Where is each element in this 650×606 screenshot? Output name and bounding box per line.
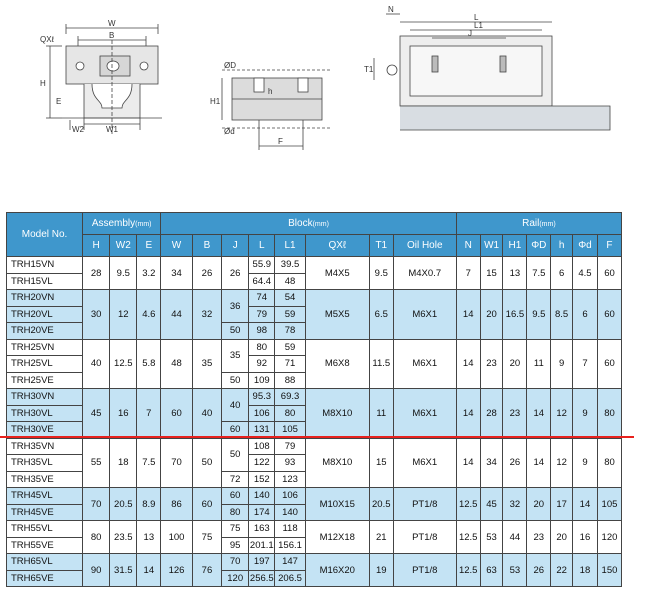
assembly-h-cell: 40 (83, 339, 110, 389)
block-l-cell: 64.4 (249, 273, 275, 290)
block-j-cell: 36 (222, 290, 249, 323)
assembly-h-cell: 55 (83, 438, 110, 488)
block-t1-cell: 6.5 (369, 290, 393, 340)
block-t1-cell: 9.5 (369, 257, 393, 290)
block-t1-cell: 15 (369, 438, 393, 488)
side-view-drawing (374, 14, 610, 130)
table-row (7, 438, 622, 455)
block-w-cell: 34 (161, 257, 193, 290)
assembly-e-cell: 4.6 (137, 290, 161, 340)
col-rail-f: F (597, 235, 621, 257)
block-j-cell: 50 (222, 372, 249, 389)
model-cell: TRH20VE (7, 323, 83, 340)
block-b-cell: 32 (192, 290, 221, 340)
model-cell: TRH15VN (7, 257, 83, 274)
block-b-cell: 76 (192, 554, 221, 587)
block-l-cell: 163 (249, 521, 275, 538)
block-l-cell: 79 (249, 306, 275, 323)
block-l-cell: 122 (249, 455, 275, 472)
rail-od-cell: 7.5 (527, 257, 551, 290)
label-od-large: ØD (224, 61, 236, 70)
col-e: E (137, 235, 161, 257)
assembly-e-cell: 8.9 (137, 488, 161, 521)
model-cell: TRH45VE (7, 504, 83, 521)
label-j: J (468, 29, 472, 38)
table-row (7, 554, 622, 571)
table-row (7, 339, 622, 356)
rail-f-cell: 120 (597, 521, 621, 554)
assembly-w2-cell: 31.5 (110, 554, 137, 587)
assembly-e-cell: 3.2 (137, 257, 161, 290)
assembly-h-cell: 45 (83, 389, 110, 439)
block-j-cell: 50 (222, 323, 249, 340)
col-rail-h1: H1 (503, 235, 527, 257)
rail-w1-cell: 53 (480, 521, 503, 554)
rail-h1-cell: 32 (503, 488, 527, 521)
assembly-h-cell: 28 (83, 257, 110, 290)
rail-od-cell: 20 (527, 488, 551, 521)
table-row (7, 257, 622, 274)
block-w-cell: 44 (161, 290, 193, 340)
block-l-cell: 109 (249, 372, 275, 389)
assembly-w2-cell: 9.5 (110, 257, 137, 290)
red-marker-line (0, 436, 634, 438)
block-b-cell: 60 (192, 488, 221, 521)
assembly-e-cell: 7 (137, 389, 161, 439)
block-w-cell: 48 (161, 339, 193, 389)
model-cell: TRH30VN (7, 389, 83, 406)
table-row (7, 389, 622, 406)
label-n: N (388, 5, 394, 14)
label-w1: W1 (106, 125, 118, 134)
model-cell: TRH45VL (7, 488, 83, 505)
header-model: Model No. (7, 213, 83, 257)
model-cell: TRH35VL (7, 455, 83, 472)
label-h1: H1 (210, 97, 221, 106)
col-l: L (249, 235, 275, 257)
model-cell: TRH30VL (7, 405, 83, 422)
block-l-cell: 106 (249, 405, 275, 422)
col-rail-h: h (551, 235, 573, 257)
table-row (7, 488, 622, 505)
col-rail-od: ΦD (527, 235, 551, 257)
rail-h1-cell: 26 (503, 438, 527, 488)
block-j-cell: 35 (222, 339, 249, 372)
block-b-cell: 26 (192, 257, 221, 290)
model-cell: TRH25VE (7, 372, 83, 389)
spec-table (6, 212, 622, 587)
block-qxl-cell: M5X5 (305, 290, 369, 340)
rail-h1-cell: 20 (503, 339, 527, 389)
block-l1-cell: 105 (275, 422, 305, 439)
assembly-e-cell: 13 (137, 521, 161, 554)
rail-sd-cell: 16 (572, 521, 597, 554)
block-l1-cell: 123 (275, 471, 305, 488)
label-h: H (40, 79, 46, 88)
oil-hole-cell: PT1/8 (393, 554, 456, 587)
block-l-cell: 92 (249, 356, 275, 373)
block-w-cell: 126 (161, 554, 193, 587)
rail-h-cell: 17 (551, 488, 573, 521)
block-l-cell: 140 (249, 488, 275, 505)
rail-w1-cell: 34 (480, 438, 503, 488)
col-w2: W2 (110, 235, 137, 257)
rail-f-cell: 80 (597, 389, 621, 439)
rail-od-cell: 9.5 (527, 290, 551, 340)
block-j-cell: 95 (222, 537, 249, 554)
assembly-w2-cell: 20.5 (110, 488, 137, 521)
block-t1-cell: 21 (369, 521, 393, 554)
block-l1-cell: 206.5 (275, 570, 305, 587)
technical-drawings (0, 0, 650, 200)
block-qxl-cell: M12X18 (305, 521, 369, 554)
model-cell: TRH25VL (7, 356, 83, 373)
model-cell: TRH20VL (7, 306, 83, 323)
assembly-h-cell: 80 (83, 521, 110, 554)
rail-w1-cell: 45 (480, 488, 503, 521)
rail-sd-cell: 6 (572, 290, 597, 340)
front-view-drawing (46, 24, 162, 135)
block-l1-cell: 59 (275, 339, 305, 356)
header-rail: Rail(mm) (456, 213, 621, 235)
block-j-cell: 60 (222, 422, 249, 439)
rail-h-cell: 6 (551, 257, 573, 290)
rail-h-cell: 20 (551, 521, 573, 554)
rail-h1-cell: 53 (503, 554, 527, 587)
block-l1-cell: 156.1 (275, 537, 305, 554)
model-cell: TRH55VE (7, 537, 83, 554)
block-l-cell: 201.1 (249, 537, 275, 554)
block-n-cell: 7 (456, 257, 480, 290)
rail-w1-cell: 15 (480, 257, 503, 290)
rail-w1-cell: 20 (480, 290, 503, 340)
rail-h1-cell: 16.5 (503, 290, 527, 340)
rail-f-cell: 150 (597, 554, 621, 587)
block-j-cell: 26 (222, 257, 249, 290)
assembly-w2-cell: 12.5 (110, 339, 137, 389)
label-b: B (109, 31, 115, 40)
label-l: L (474, 13, 479, 22)
block-l1-cell: 93 (275, 455, 305, 472)
model-cell: TRH30VE (7, 422, 83, 439)
block-t1-cell: 20.5 (369, 488, 393, 521)
rail-od-cell: 14 (527, 438, 551, 488)
block-l1-cell: 106 (275, 488, 305, 505)
block-l-cell: 80 (249, 339, 275, 356)
block-l1-cell: 80 (275, 405, 305, 422)
block-n-cell: 14 (456, 339, 480, 389)
block-qxl-cell: M4X5 (305, 257, 369, 290)
col-l1: L1 (275, 235, 305, 257)
label-e: E (56, 97, 62, 106)
col-b: B (192, 235, 221, 257)
rail-h-cell: 22 (551, 554, 573, 587)
label-l1: L1 (474, 21, 483, 30)
assembly-e-cell: 7.5 (137, 438, 161, 488)
block-l-cell: 197 (249, 554, 275, 571)
rail-h1-cell: 13 (503, 257, 527, 290)
block-l-cell: 108 (249, 438, 275, 455)
block-n-cell: 14 (456, 389, 480, 439)
rail-od-cell: 14 (527, 389, 551, 439)
label-w2: W2 (72, 125, 84, 134)
block-l1-cell: 54 (275, 290, 305, 307)
rail-f-cell: 105 (597, 488, 621, 521)
assembly-e-cell: 14 (137, 554, 161, 587)
assembly-w2-cell: 23.5 (110, 521, 137, 554)
oil-hole-cell: M6X1 (393, 290, 456, 340)
rail-section-drawing (222, 70, 332, 150)
block-n-cell: 12.5 (456, 554, 480, 587)
col-t1: T1 (369, 235, 393, 257)
block-j-cell: 75 (222, 521, 249, 538)
rail-f-cell: 60 (597, 290, 621, 340)
col-rail-w1: W1 (480, 235, 503, 257)
rail-sd-cell: 7 (572, 339, 597, 389)
block-l1-cell: 147 (275, 554, 305, 571)
rail-f-cell: 60 (597, 339, 621, 389)
model-cell: TRH65VE (7, 570, 83, 587)
assembly-h-cell: 70 (83, 488, 110, 521)
rail-h1-cell: 23 (503, 389, 527, 439)
rail-sd-cell: 9 (572, 438, 597, 488)
assembly-w2-cell: 18 (110, 438, 137, 488)
block-j-cell: 60 (222, 488, 249, 505)
block-l1-cell: 118 (275, 521, 305, 538)
block-l-cell: 95.3 (249, 389, 275, 406)
block-l1-cell: 78 (275, 323, 305, 340)
oil-hole-cell: PT1/8 (393, 521, 456, 554)
rail-h-cell: 12 (551, 389, 573, 439)
block-l-cell: 152 (249, 471, 275, 488)
col-qxl: QXℓ (305, 235, 369, 257)
model-cell: TRH25VN (7, 339, 83, 356)
rail-f-cell: 60 (597, 257, 621, 290)
block-j-cell: 50 (222, 438, 249, 471)
block-w-cell: 70 (161, 438, 193, 488)
assembly-w2-cell: 12 (110, 290, 137, 340)
block-w-cell: 100 (161, 521, 193, 554)
model-cell: TRH15VL (7, 273, 83, 290)
label-h-lower: h (268, 87, 273, 96)
block-l-cell: 74 (249, 290, 275, 307)
block-qxl-cell: M8X10 (305, 389, 369, 439)
block-n-cell: 14 (456, 438, 480, 488)
oil-hole-cell: PT1/8 (393, 488, 456, 521)
block-l-cell: 131 (249, 422, 275, 439)
label-w: W (108, 19, 116, 28)
block-l-cell: 174 (249, 504, 275, 521)
col-h: H (83, 235, 110, 257)
oil-hole-cell: M6X1 (393, 339, 456, 389)
block-qxl-cell: M16X20 (305, 554, 369, 587)
label-od-small: Ød (224, 127, 235, 136)
block-w-cell: 60 (161, 389, 193, 439)
block-l1-cell: 140 (275, 504, 305, 521)
assembly-w2-cell: 16 (110, 389, 137, 439)
assembly-e-cell: 5.8 (137, 339, 161, 389)
rail-f-cell: 80 (597, 438, 621, 488)
block-t1-cell: 11 (369, 389, 393, 439)
block-b-cell: 50 (192, 438, 221, 488)
block-n-cell: 12.5 (456, 488, 480, 521)
block-l1-cell: 88 (275, 372, 305, 389)
block-b-cell: 75 (192, 521, 221, 554)
table-row (7, 521, 622, 538)
rail-w1-cell: 23 (480, 339, 503, 389)
oil-hole-cell: M4X0.7 (393, 257, 456, 290)
block-l-cell: 55.9 (249, 257, 275, 274)
oil-hole-cell: M6X1 (393, 438, 456, 488)
assembly-h-cell: 30 (83, 290, 110, 340)
label-t1: T1 (364, 65, 374, 74)
model-cell: TRH35VN (7, 438, 83, 455)
model-cell: TRH35VE (7, 471, 83, 488)
table-row (7, 290, 622, 307)
label-qxl: QXℓ (40, 35, 55, 44)
col-rail-sd: Φd (572, 235, 597, 257)
block-l-cell: 98 (249, 323, 275, 340)
model-cell: TRH55VL (7, 521, 83, 538)
assembly-h-cell: 90 (83, 554, 110, 587)
block-w-cell: 86 (161, 488, 193, 521)
block-l1-cell: 59 (275, 306, 305, 323)
block-n-cell: 14 (456, 290, 480, 340)
block-l1-cell: 71 (275, 356, 305, 373)
rail-h-cell: 8.5 (551, 290, 573, 340)
block-j-cell: 120 (222, 570, 249, 587)
block-j-cell: 40 (222, 389, 249, 422)
table-header (7, 213, 622, 257)
header-assembly: Assembly(mm) (83, 213, 161, 235)
oil-hole-cell: M6X1 (393, 389, 456, 439)
label-f: F (278, 137, 283, 146)
rail-od-cell: 11 (527, 339, 551, 389)
model-cell: TRH20VN (7, 290, 83, 307)
block-qxl-cell: M8X10 (305, 438, 369, 488)
block-l1-cell: 48 (275, 273, 305, 290)
rail-sd-cell: 4.5 (572, 257, 597, 290)
rail-sd-cell: 9 (572, 389, 597, 439)
block-n-cell: 12.5 (456, 521, 480, 554)
model-cell: TRH65VL (7, 554, 83, 571)
block-b-cell: 35 (192, 339, 221, 389)
block-l1-cell: 79 (275, 438, 305, 455)
table-body (7, 257, 622, 587)
header-block: Block(mm) (161, 213, 456, 235)
rail-sd-cell: 18 (572, 554, 597, 587)
block-t1-cell: 19 (369, 554, 393, 587)
rail-od-cell: 26 (527, 554, 551, 587)
col-j: J (222, 235, 249, 257)
rail-w1-cell: 28 (480, 389, 503, 439)
block-b-cell: 40 (192, 389, 221, 439)
rail-h1-cell: 44 (503, 521, 527, 554)
block-qxl-cell: M6X8 (305, 339, 369, 389)
rail-h-cell: 12 (551, 438, 573, 488)
col-oil-hole: Oil Hole (393, 235, 456, 257)
block-j-cell: 80 (222, 504, 249, 521)
rail-sd-cell: 14 (572, 488, 597, 521)
block-l-cell: 256.5 (249, 570, 275, 587)
block-j-cell: 72 (222, 471, 249, 488)
col-n: N (456, 235, 480, 257)
block-l1-cell: 69.3 (275, 389, 305, 406)
rail-h-cell: 9 (551, 339, 573, 389)
block-qxl-cell: M10X15 (305, 488, 369, 521)
rail-od-cell: 23 (527, 521, 551, 554)
block-t1-cell: 11.5 (369, 339, 393, 389)
block-j-cell: 70 (222, 554, 249, 571)
block-l1-cell: 39.5 (275, 257, 305, 274)
rail-w1-cell: 63 (480, 554, 503, 587)
col-w: W (161, 235, 193, 257)
